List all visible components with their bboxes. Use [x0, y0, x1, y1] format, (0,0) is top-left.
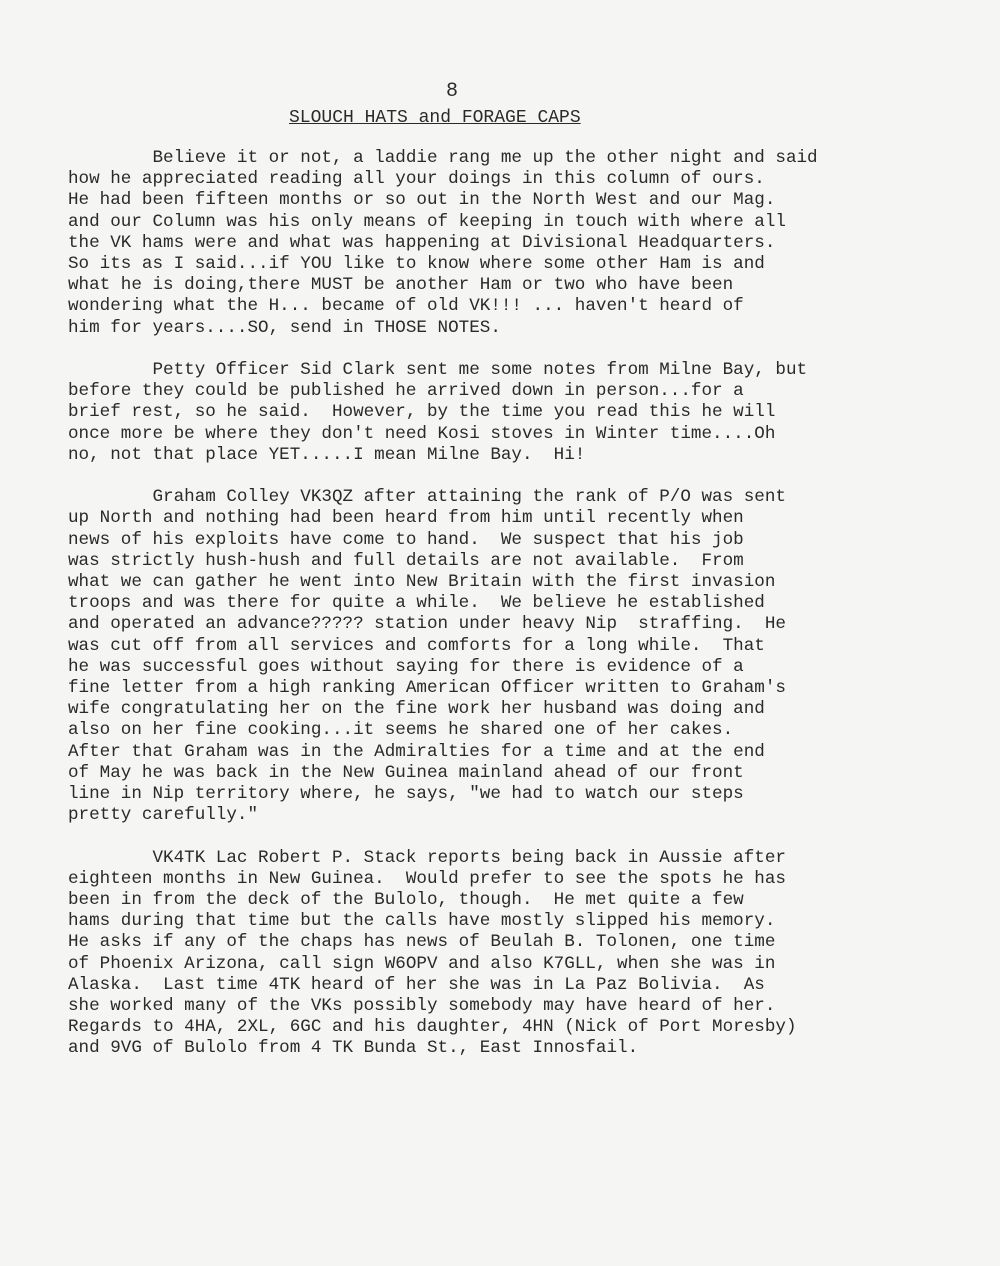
article-body	[68, 148, 928, 1081]
text-line: and our Column was his only means of keeping in touch with where all	[68, 211, 786, 232]
text-line: how he appreciated reading all your doings in this column of ours.	[68, 169, 765, 190]
text-line: wondering what the H... became of old VK!!! ... haven't heard of	[68, 296, 744, 317]
text-line: been in from the deck of the Bulolo, though. He met quite a few	[68, 890, 744, 911]
text-line: of Phoenix Arizona, call sign W6OPV and also K7GLL, when she was in	[68, 953, 776, 974]
text-line: what we can gather he went into New Britain with the first invasion	[68, 572, 776, 593]
text-line: Petty Officer Sid Clark sent me some notes from Milne Bay, but	[68, 360, 808, 381]
text-line: After that Graham was in the Admiralties for a time and at the end	[68, 741, 765, 762]
text-line: before they could be published he arrived down in person...for a	[68, 381, 744, 402]
text-line: the VK hams were and what was happening at Divisional Headquarters.	[68, 232, 776, 253]
text-line: hams during that time but the calls have mostly slipped his memory.	[68, 911, 776, 932]
text-line: Regards to 4HA, 2XL, 6GC and his daughter, 4HN (Nick of Port Moresby)	[68, 1017, 797, 1038]
text-line: and 9VG of Bulolo from 4 TK Bunda St., East Innosfail.	[68, 1038, 639, 1059]
text-line: Alaska. Last time 4TK heard of her she was in La Paz Bolivia. As	[68, 974, 765, 995]
text-line: VK4TK Lac Robert P. Stack reports being back in Aussie after	[68, 847, 786, 868]
text-line: was strictly hush-hush and full details are not available. From	[68, 550, 744, 571]
text-line: him for years....SO, send in THOSE NOTES.	[68, 317, 501, 338]
text-line: So its as I said...if YOU like to know where some other Ham is and	[68, 254, 765, 275]
text-line: eighteen months in New Guinea. Would prefer to see the spots he has	[68, 868, 786, 889]
text-line: pretty carefully."	[68, 805, 259, 826]
text-line: Believe it or not, a laddie rang me up the other night and said	[68, 148, 818, 168]
text-line: brief rest, so he said. However, by the time you read this he will	[68, 402, 776, 423]
text-line: He had been fifteen months or so out in the North West and our Mag.	[68, 190, 776, 211]
text-line: was cut off from all services and comforts for a long while. That	[68, 635, 765, 656]
text-line: no, not that place YET.....I mean Milne Bay. Hi!	[68, 444, 586, 465]
text-line: fine letter from a high ranking American Officer written to Graham's	[68, 678, 786, 699]
text-line: news of his exploits have come to hand. We suspect that his job	[68, 529, 744, 550]
paragraph	[68, 848, 928, 1060]
text-line: up North and nothing had been heard from him until recently when	[68, 508, 744, 529]
text-line: Graham Colley VK3QZ after attaining the rank of P/O was sent	[68, 487, 786, 508]
text-line: what he is doing,there MUST be another Ham or two who have been	[68, 275, 734, 296]
text-line: she worked many of the VKs possibly somebody may have heard of her.	[68, 996, 776, 1017]
text-line: He asks if any of the chaps has news of Beulah B. Tolonen, one time	[68, 932, 776, 953]
paragraph	[68, 487, 928, 826]
page-number: 8	[446, 80, 459, 103]
text-line: he was successful goes without saying for there is evidence of a	[68, 656, 744, 677]
text-line: once more be where they don't need Kosi stoves in Winter time....Oh	[68, 423, 776, 444]
text-line: troops and was there for quite a while. We believe he established	[68, 593, 765, 614]
text-line: of May he was back in the New Guinea mainland ahead of our front	[68, 762, 744, 783]
text-line: and operated an advance????? station under heavy Nip straffing. He	[68, 614, 786, 635]
text-line: line in Nip territory where, he says, "we had to watch our steps	[68, 784, 744, 805]
article-title: SLOUCH HATS and FORAGE CAPS	[289, 108, 581, 128]
text-line: wife congratulating her on the fine work her husband was doing and	[68, 699, 765, 720]
paragraph	[68, 360, 928, 466]
paragraph	[68, 148, 928, 339]
text-line: also on her fine cooking...it seems he shared one of her cakes.	[68, 720, 734, 741]
